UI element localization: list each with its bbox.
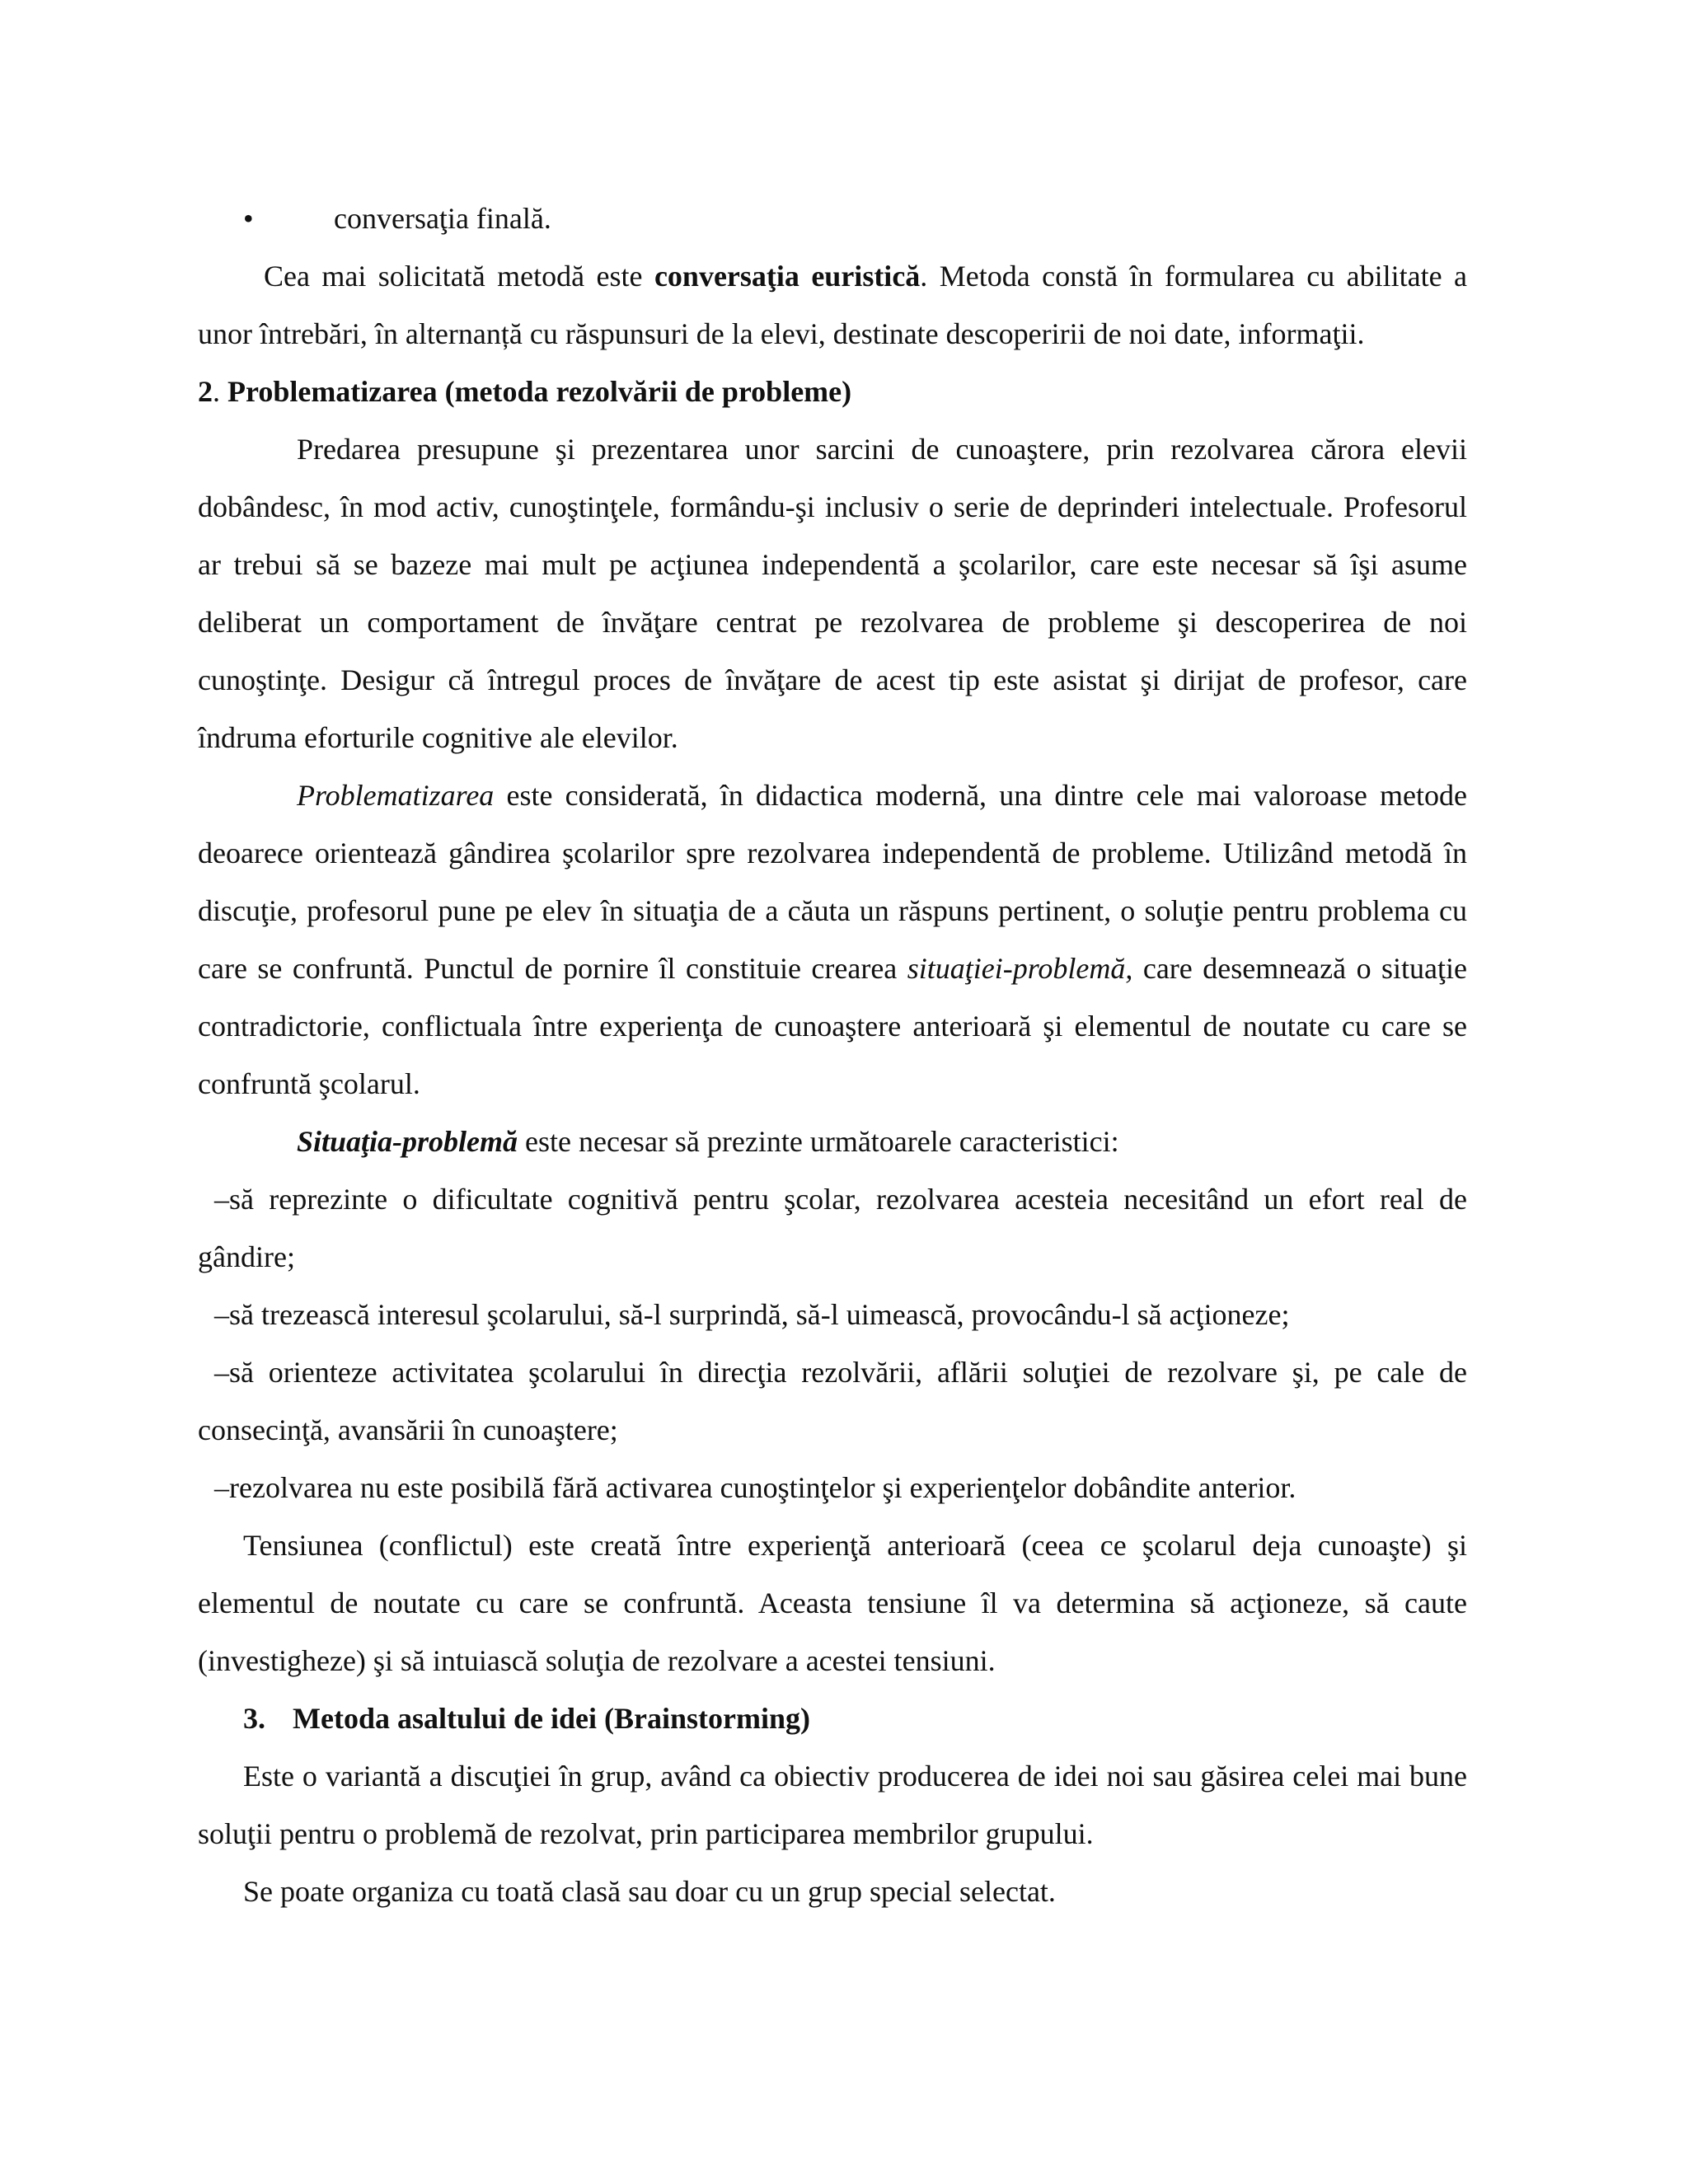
dash-list-item: –rezolvarea nu este posibilă fără activarea cunoştinţelor şi experienţelor dobândite anterior. <box>214 1471 1296 1504</box>
section-title: Problematizarea (metoda rezolvării de probleme) <box>227 375 852 408</box>
paragraph-text: . Metoda constă în formularea cu abilitate a unor întrebări, în alternanță cu răspunsuri de la elevi, destinate descoperirii de noi date, informaţii. <box>198 260 1467 350</box>
paragraph-predarea: Predarea presupune şi prezentarea unor sarcini de cunoaştere, prin rezolvarea cărora elevii dobândesc, în mod activ, cunoştinţele, formându-şi inclusiv o serie de deprinderi intelectuale. Profesorul ar trebui să se bazeze mai mult pe acţiunea independentă a şcolarilor, care este necesar să îşi asume deliberat un comportament de învăţare centrat pe rezolvarea de probleme şi descoperirea de noi cunoştinţe. Desigur că întregul proces de învăţare de acest tip este asistat şi dirijat de profesor, care îndruma eforturile cognitive ale elevilor. <box>198 433 1467 754</box>
paragraph-text: este necesar să prezinte următoarele caracteristici: <box>518 1125 1119 1158</box>
paragraph-brainstorming: Este o variantă a discuţiei în grup, având ca obiectiv producerea de idei noi sau găsirea celei mai bune soluţii pentru o problemă de rezolvat, prin participarea membrilor grupului. <box>198 1760 1467 1850</box>
paragraph-text: care desemnează o situaţie contradictorie, conflictuala între experienţa de cunoaştere anterioară şi elementul de noutate cu care se confruntă şcolarul. <box>198 952 1467 1100</box>
bold-term: conversaţia euristică <box>654 260 921 293</box>
paragraph-text: este considerată, în didactica modernă, una dintre cele mai valoroase metode deoarece orientează gândirea şcolarilor spre rezolvarea independentă de probleme. Utilizând metodă în discuţie, profesorul pune pe elev în situaţia de a căuta un răspuns pertinent, o soluţie pentru problema cu care se confruntă. Punctul de pornire îl constituie crearea <box>198 779 1467 985</box>
section-heading-3 <box>198 1690 1467 1747</box>
paragraph-organizare: Se poate organiza cu toată clasă sau doar cu un grup special selectat. <box>243 1875 1056 1908</box>
bullet-item-text: conversaţia finală. <box>334 202 551 235</box>
bold-italic-term: Situaţia-problemă <box>297 1125 518 1158</box>
page-content <box>198 190 1467 1920</box>
dash-list-item: –să reprezinte o dificultate cognitivă pentru şcolar, rezolvarea acesteia necesitând un efort real de gândire; <box>198 1183 1467 1273</box>
section-number: 3. <box>243 1702 265 1735</box>
bullet-icon: • <box>243 202 254 235</box>
bullet-list-item <box>198 190 1467 247</box>
paragraph-problematizarea <box>198 766 1467 1113</box>
paragraph-text: Cea mai solicitată metodă este <box>264 260 654 293</box>
italic-term: situaţiei-problemă, <box>907 952 1133 985</box>
section-heading-2: 2. Problematizarea (metoda rezolvării de probleme) <box>198 375 852 408</box>
paragraph-tensiunea: Tensiunea (conflictul) este creată între experienţă anterioară (ceea ce şcolarul deja cunoaşte) şi elementul de noutate cu care se confruntă. Aceasta tensiune îl va determina să acţioneze, să caute (investigheze) şi să intuiască soluţia de rezolvare a acestei tensiuni. <box>198 1529 1467 1677</box>
section-number: 2 <box>198 375 213 408</box>
paragraph-situatia-problema <box>198 1113 1467 1170</box>
paragraph-conversatie <box>198 247 1467 363</box>
italic-term: Problematizarea <box>297 779 495 812</box>
dash-list-item: –să trezească interesul şcolarului, să-l surprindă, să-l uimească, provocându-l să acţioneze; <box>214 1298 1290 1331</box>
section-title: Metoda asaltului de idei (Brainstorming) <box>293 1702 810 1735</box>
dash-list-item: –să orienteze activitatea şcolarului în direcţia rezolvării, aflării soluţiei de rezolvare şi, pe cale de consecinţă, avansării în cunoaştere; <box>198 1356 1467 1446</box>
